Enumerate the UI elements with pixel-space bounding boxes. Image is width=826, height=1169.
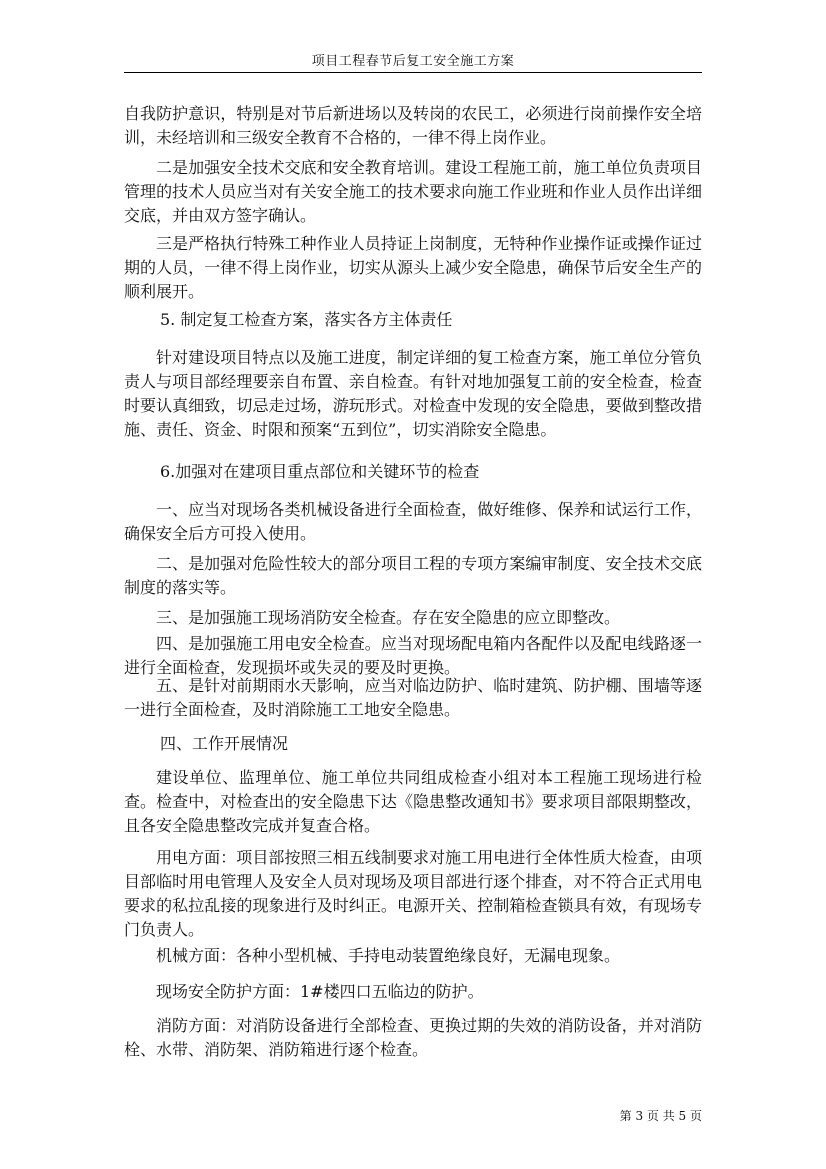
- paragraph-electric-check: 四、是加强施工用电安全检查。应当对现场配电箱内各配件以及配电线路逐一进行全面检查，发现损坏或失灵的要及时更换。: [124, 634, 702, 677]
- paragraph-technical-briefing: 二是加强安全技术交底和安全教育培训。建设工程施工前，施工单位负责项目管理的技术人员应当对有关安全施工的技术要求向施工作业班和作业人员作出详细交底，并由双方签字确认。: [124, 158, 702, 225]
- page-number: 第 3 页 共 5 页: [619, 1109, 702, 1123]
- paragraph-fire-check: 三、是加强施工现场消防安全检查。存在安全隐患的应立即整改。: [156, 608, 621, 627]
- paragraph-self-protection: 自我防护意识，特别是对节后新进场以及转岗的农民工，必须进行岗前操作安全培训，未经培训和三级安全教育不合格的，一律不得上岗作业。: [124, 104, 702, 147]
- section-heading-5: 5. 制定复工检查方案，落实各方主体责任: [160, 310, 453, 329]
- paragraph-inspection-plan: 针对建设项目特点以及施工进度，制定详细的复工检查方案，施工单位分管负责人与项目部经理要亲自布置、亲自检查。有针对地加强复工前的安全检查，检查时要认真细致，切忌走过场，游玩形式。对检查中发现的安全隐患，要做到整改措施、责任、资金、时限和预案“五到位”，切实消除安全隐患。: [124, 348, 702, 439]
- paragraph-special-operators: 三是严格执行特殊工种作业人员持证上岗制度，无特种作业操作证或操作证过期的人员，一律不得上岗作业，切实从源头上减少安全隐患，确保节后安全生产的顺利展开。: [124, 234, 702, 301]
- paragraph-machinery-check: 一、应当对现场各类机械设备进行全面检查，做好维修、保养和试运行工作，确保安全后方可投入使用。: [124, 500, 702, 543]
- header-divider: [124, 72, 702, 73]
- paragraph-special-plans: 二、是加强对危险性较大的部分项目工程的专项方案编审制度、安全技术交底制度的落实等。: [124, 554, 702, 597]
- paragraph-site-protection: 现场安全防护方面：1#楼四口五临边的防护。: [156, 982, 484, 1001]
- paragraph-machinery: 机械方面：各种小型机械、手持电动装置绝缘良好，无漏电现象。: [156, 946, 621, 965]
- paragraph-joint-inspection: 建设单位、监理单位、施工单位共同组成检查小组对本工程施工现场进行检查。检查中，对检查出的安全隐患下达《隐患整改通知书》要求项目部限期整改，且各安全隐患整改完成并复查合格。: [124, 768, 702, 835]
- paragraph-fire-protection: 消防方面：对消防设备进行全部检查、更换过期的失效的消防设备，并对消防栓、水带、消防架、消防箱进行逐个检查。: [124, 1016, 702, 1059]
- section-heading-work-progress: 四、工作开展情况: [160, 734, 289, 753]
- paragraph-rain-damage-check: 五、是针对前期雨水天影响，应当对临边防护、临时建筑、防护棚、围墙等逐一进行全面检查，及时消除施工工地安全隐患。: [124, 676, 702, 719]
- paragraph-electricity: 用电方面：项目部按照三相五线制要求对施工用电进行全体性质大检查，由项目部临时用电管理人及安全人员对现场及项目部进行逐个排查，对不符合正式用电要求的私拉乱接的现象进行及时纠正。电源开关、控制箱检查锁具有效，有现场专门负责人。: [124, 848, 702, 939]
- section-heading-6: 6.加强对在建项目重点部位和关键环节的检查: [160, 462, 480, 481]
- page-header-title: 项目工程春节后复工安全施工方案: [311, 54, 515, 69]
